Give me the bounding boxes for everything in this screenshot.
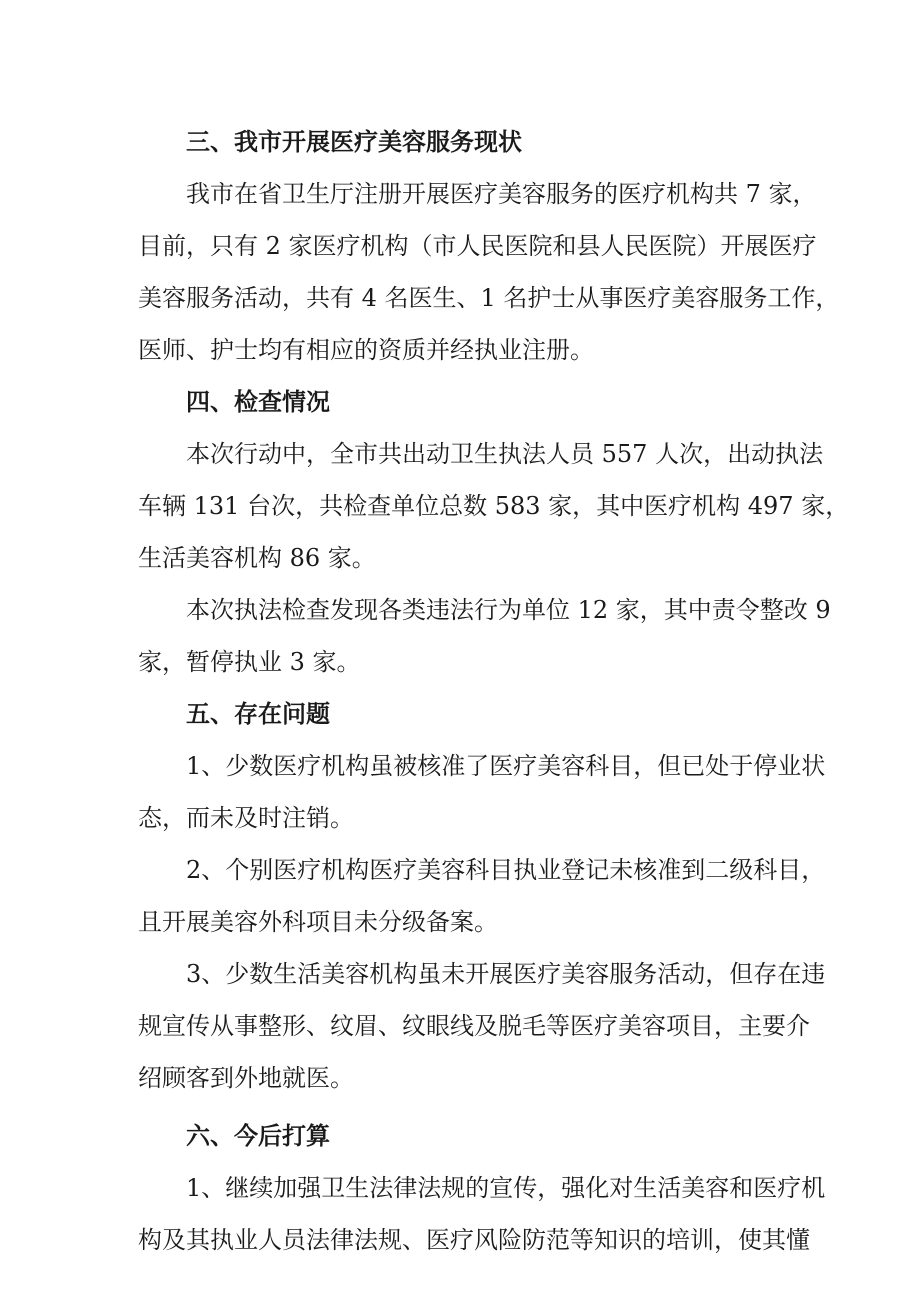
paragraph-line: 绍顾客到外地就医。 <box>138 1064 354 1092</box>
paragraph-line: 美容服务活动，共有 4 名医生、1 名护士从事医疗美容服务工作， <box>138 284 840 312</box>
section-heading-4: 四、检查情况 <box>186 387 330 416</box>
paragraph-line: 目前，只有 2 家医疗机构（市人民医院和县人民医院）开展医疗 <box>138 232 817 260</box>
paragraph-line: 且开展美容外科项目未分级备案。 <box>138 908 498 936</box>
paragraph-line: 3、少数生活美容机构虽未开展医疗美容服务活动，但存在违 <box>186 960 826 988</box>
section-heading-5: 五、存在问题 <box>186 699 330 728</box>
paragraph-line: 1、少数医疗机构虽被核准了医疗美容科目，但已处于停业状 <box>186 752 826 780</box>
paragraph-line: 本次执法检查发现各类违法行为单位 12 家，其中责令整改 9 <box>186 596 831 624</box>
paragraph-line: 车辆 131 台次，共检查单位总数 583 家，其中医疗机构 497 家， <box>138 492 850 520</box>
paragraph-line: 构及其执业人员法律法规、医疗风险防范等知识的培训，使其懂 <box>138 1226 810 1254</box>
section-heading-3: 三、我市开展医疗美容服务现状 <box>186 127 522 156</box>
paragraph-line: 本次行动中，全市共出动卫生执法人员 557 人次，出动执法 <box>186 440 824 468</box>
section-heading-6: 六、今后打算 <box>186 1121 330 1150</box>
paragraph-line: 态，而未及时注销。 <box>138 804 354 832</box>
paragraph-line: 2、个别医疗机构医疗美容科目执业登记未核准到二级科目， <box>186 856 826 884</box>
paragraph-line: 我市在省卫生厅注册开展医疗美容服务的医疗机构共 7 家， <box>186 180 817 208</box>
paragraph-line: 家，暂停执业 3 家。 <box>138 648 361 676</box>
paragraph-line: 1、继续加强卫生法律法规的宣传，强化对生活美容和医疗机 <box>186 1174 826 1202</box>
paragraph-line: 规宣传从事整形、纹眉、纹眼线及脱毛等医疗美容项目，主要介 <box>138 1012 810 1040</box>
paragraph-line: 生活美容机构 86 家。 <box>138 544 376 572</box>
paragraph-line: 医师、护士均有相应的资质并经执业注册。 <box>138 336 594 364</box>
